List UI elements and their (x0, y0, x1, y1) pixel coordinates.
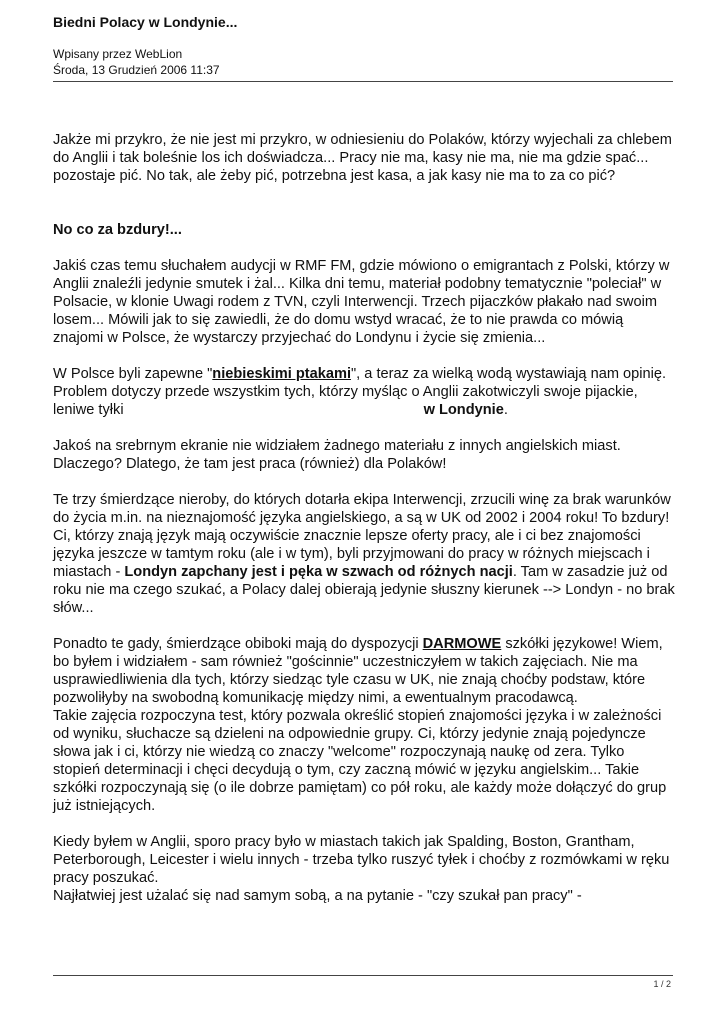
section-heading: No co za bzdury!... (53, 222, 182, 238)
paragraph-4: Jakoś na srebrnym ekranie nie widziałem żadnego materiału z innych angielskich miast. Dlaczego? Dlatego, że tam jest praca (również) dla Polaków! (53, 438, 621, 472)
emphasis-darmowe: DARMOWE (422, 636, 502, 652)
bold-w-londynie: w Londynie (423, 402, 504, 418)
bold-londyn: Londyn zapchany jest i pęka w szwach od różnych nacji (124, 564, 513, 580)
paragraph-8: Takie zajęcia rozpoczyna test, który pozwala określić stopień znajomości języka i w zależności od wyniku, słuchacze są dzieleni na odpowiednie grupy. Ci, którzy jedynie znają pojedyncze słowa jak i ci, którzy nie wiedzą co znaczy "welcome" rozpoczynają naukę od zera. Tylko stopień determinacji i chęci decydują o tym, czy zaczną mówić w języku angielskim... Takie szkółki rozpoczynają się (o ile dobrze pamiętam) co pół roku, ale każdy może dołączyć do grup już istniejących. (53, 708, 667, 814)
paragraph-3: W Polsce byli zapewne "niebieskimi ptakami", a teraz za wielką wodą wystawiają nam opinię. Problem dotyczy przede wszystkim tych, którzy myśląc o Anglii zakotwiczyli swoje pijackie, leniwe tyłki w Londynie. (53, 366, 667, 418)
footer-divider (53, 975, 673, 976)
paragraph-5: Te trzy śmierdzące nieroby, do których dotarła ekipa Interwencji, zrzucili winę za brak warunków do życia m.in. na nieznajomość języka angielskiego, a są w UK od 2002 i 2004 roku! To bzdury! (53, 492, 671, 526)
paragraph-10: Najłatwiej jest użalać się nad samym sobą, a na pytanie - "czy szukał pan pracy" - (53, 888, 582, 904)
page-number: 1 / 2 (653, 979, 671, 989)
header-divider (53, 81, 673, 82)
date-line: Środa, 13 Grudzień 2006 11:37 (53, 63, 220, 77)
paragraph-9: Kiedy byłem w Anglii, sporo pracy było w miastach takich jak Spalding, Boston, Grantham, Peterborough, Leicester i wielu innych - trzeba tylko ruszyć tyłek i choćby z rozmówkami w ręku pracy poszukać. (53, 834, 670, 886)
paragraph-6: Ci, którzy znają język mają oczywiście znacznie lepsze oferty pracy, ale i ci bez znajomości języka jeszcze w tamtym roku (ale i w tym), byli przyjmowani do pracy w różnych miejscach i miastach - Londyn zapchany jest i pęka w szwach od różnych nacji. Tam w zasadzie już od roku nie ma czego szukać, a Polacy dalej obierają jedynie słuszny kierunek --> Londyn - no brak słów... (53, 528, 675, 616)
emphasis-niebieskimi: niebieskimi ptakami (212, 366, 351, 382)
author-line: Wpisany przez WebLion (53, 47, 183, 61)
paragraph-7: Ponadto te gady, śmierdzące obiboki mają do dyspozycji DARMOWE szkółki językowe! Wiem, bo byłem i widziałem - sam również "gościnnie" uczestniczyłem w takich zajęciach. Nie ma usprawiedliwienia dla tych, którzy siedząc tyle czasu w UK, nie znają choćby podstaw, które pozwoliłyby na swobodną komunikację między nimi, a ewentualnym pracodawcą. (53, 636, 663, 706)
paragraph-2: Jakiś czas temu słuchałem audycji w RMF FM, gdzie mówiono o emigrantach z Polski, którzy w Anglii znaleźli jedynie smutek i żal... Kilka dni temu, materiał podobny tematycznie "poleciał" w Polsacie, w klonie Uwagi rodem z TVN, czyli Interwencji. Trzech pijaczków płakało nad swoim losem... Mówili jak to się zawiedli, że do domu wstyd wracać, że to nie prawda co mówią znajomi w Polsce, że wystarczy przyjechać do Londynu i życie się zmienia... (53, 258, 670, 346)
paragraph-1: Jakże mi przykro, że nie jest mi przykro, w odniesieniu do Polaków, którzy wyjechali za chlebem do Anglii i tak boleśnie los ich doświadcza... Pracy nie ma, kasy nie ma, nie ma gdzie spać... pozostaje pić. No tak, ale żeby pić, potrzebna jest kasa, a jak kasy nie ma to za co pić? (53, 132, 672, 184)
article-title: Biedni Polacy w Londynie... (53, 14, 238, 30)
article-body (53, 131, 675, 905)
article-meta (53, 46, 220, 78)
